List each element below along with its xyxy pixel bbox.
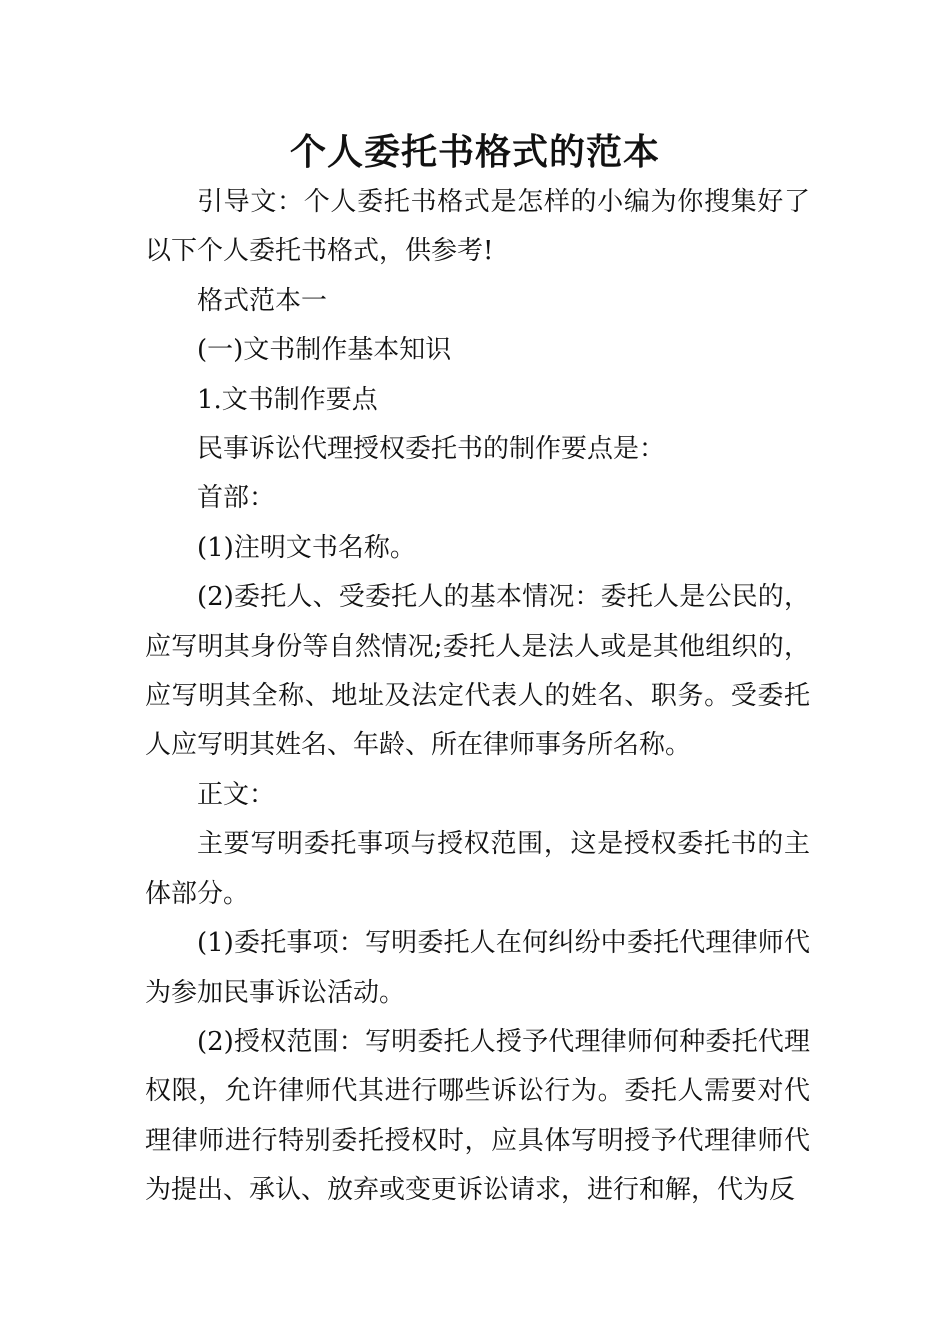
paragraph-intro: 引导文：个人委托书格式是怎样的小编为你搜集好了以下个人委托书格式，供参考! bbox=[145, 187, 810, 267]
paragraph-body-label: 正文： bbox=[197, 779, 276, 810]
paragraph-item-1: (1)注明文书名称。 bbox=[197, 532, 416, 563]
paragraph-body-intro: 主要写明委托事项与授权范围，这是授权委托书的主体部分。 bbox=[145, 829, 810, 909]
paragraph-subsection-heading: 1.文书制作要点 bbox=[197, 384, 378, 415]
paragraph-sample-one-heading: 格式范本一 bbox=[197, 285, 328, 316]
paragraph-body-item-1: (1)委托事项：写明委托人在何纠纷中委托代理律师代为参加民事诉讼活动。 bbox=[145, 928, 810, 1008]
document-body bbox=[145, 178, 810, 1216]
paragraph-header-label: 首部： bbox=[197, 483, 276, 514]
paragraph-body-item-2: (2)授权范围：写明委托人授予代理律师何种委托代理权限，允许律师代其进行哪些诉讼行为。委托人需要对代理律师进行特别委托授权时，应具体写明授予代理律师代为提出、承认、放弃或变更诉讼请求，进行和解，代为反 bbox=[145, 1026, 810, 1206]
paragraph-key-points-intro: 民事诉讼代理授权委托书的制作要点是： bbox=[197, 434, 666, 465]
document-title: 个人委托书格式的范本 bbox=[289, 131, 660, 173]
paragraph-section-heading: (一)文书制作基本知识 bbox=[197, 335, 452, 366]
paragraph-item-2: (2)委托人、受委托人的基本情况：委托人是公民的，应写明其身份等自然情况;委托人是法人或是其他组织的，应写明其全称、地址及法定代表人的姓名、职务。受委托人应写明其姓名、年龄、所在律师事务所名称。 bbox=[145, 582, 810, 761]
